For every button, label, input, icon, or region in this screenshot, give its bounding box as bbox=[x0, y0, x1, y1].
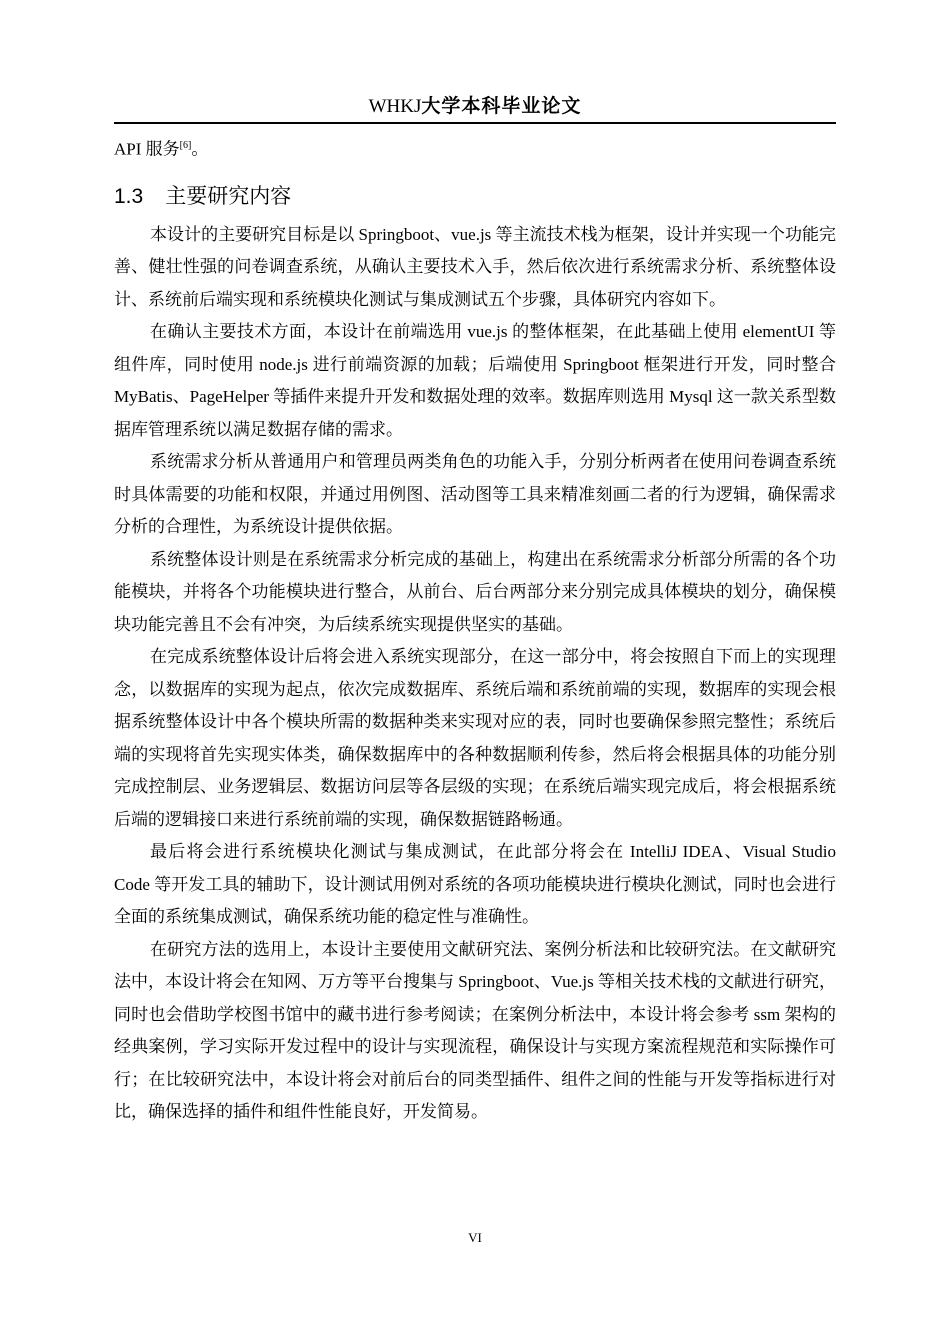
running-header bbox=[114, 92, 836, 122]
header-rule bbox=[114, 122, 836, 124]
paragraph: 最后将会进行系统模块化测试与集成测试，在此部分将会在 IntelliJ IDEA、Visual Studio Code 等开发工具的辅助下，设计测试用例对系统的各项功能模块进行模块化测试，同时也会进行全面的系统集成测试，确保系统功能的稳定性与准确性。 bbox=[114, 842, 836, 927]
header-title: 大学本科毕业论文 bbox=[421, 95, 582, 117]
paragraph: 在研究方法的选用上，本设计主要使用文献研究法、案例分析法和比较研究法。在文献研究法中，本设计将会在知网、万方等平台搜集与 Springboot、Vue.js 等相关技术栈的文献进行研究，同时也会借助学校图书馆中的藏书进行参考阅读；在案例分析法中，本设计将会参考 ssm 架构的经典案例，学习实际开发过程中的设计与实现流程，确保设计与实现方案流程规范和实际操作可行；在比较研究法中，本设计将会对前后台的同类型插件、组件之间的性能与开发等指标进行对比，确保选择的插件和组件性能良好，开发简易。 bbox=[114, 939, 836, 1122]
continuation-text: API 服务 bbox=[114, 139, 180, 159]
paragraph: 系统需求分析从普通用户和管理员两类角色的功能入手，分别分析两者在使用问卷调查系统时具体需要的功能和权限，并通过用例图、活动图等工具来精准刻画二者的行为逻辑，确保需求分析的合理性，为系统设计提供依据。 bbox=[114, 452, 836, 537]
paragraph: 在完成系统整体设计后将会进入系统实现部分，在这一部分中，将会按照自下而上的实现理念，以数据库的实现为起点，依次完成数据库、系统后端和系统前端的实现，数据库的实现会根据系统整体设计中各个模块所需的数据种类来实现对应的表，同时也要确保参照完整性；系统后端的实现将首先实现实体类，确保数据库中的各种数据顺利传参，然后将会根据具体的功能分别完成控制层、业务逻辑层、数据访问层等各层级的实现；在系统后端实现完成后，将会根据系统后端的逻辑接口来进行系统前端的实现，确保数据链路畅通。 bbox=[114, 647, 836, 829]
section-number: 1.3 bbox=[114, 184, 144, 208]
section-title: 主要研究内容 bbox=[165, 183, 292, 208]
section-heading bbox=[114, 180, 836, 213]
page-body bbox=[114, 130, 836, 1129]
paragraph: 本设计的主要研究目标是以 Springboot、vue.js 等主流技术栈为框架，设计并实现一个功能完善、健壮性强的问卷调查系统，从确认主要技术入手，然后依次进行系统需求分析、系统整体设计、系统前后端实现和系统模块化测试与集成测试五个步骤，具体研究内容如下。 bbox=[114, 224, 836, 309]
paragraph: 在确认主要技术方面，本设计在前端选用 vue.js 的整体框架，在此基础上使用 elementUI 等组件库，同时使用 node.js 进行前端资源的加载；后端使用 Springboot 框架进行开发，同时整合 MyBatis、PageHelper 等插件来提升开发和数据处理的效率。数据库则选用 Mysql 这一款关系型数据库管理系统以满足数据存储的需求。 bbox=[114, 322, 836, 439]
continuation-line bbox=[114, 130, 836, 166]
paragraph: 系统整体设计则是在系统需求分析完成的基础上，构建出在系统需求分析部分所需的各个功能模块，并将各个功能模块进行整合，从前台、后台两部分来分别完成具体模块的划分，确保模块功能完善且不会有冲突，为后续系统实现提供坚实的基础。 bbox=[114, 549, 836, 634]
citation-ref: [6] bbox=[179, 140, 192, 151]
continuation-tail: 。 bbox=[191, 139, 209, 159]
header-latin-text: WHKJ bbox=[368, 96, 422, 117]
page-number: VI bbox=[468, 1230, 482, 1245]
